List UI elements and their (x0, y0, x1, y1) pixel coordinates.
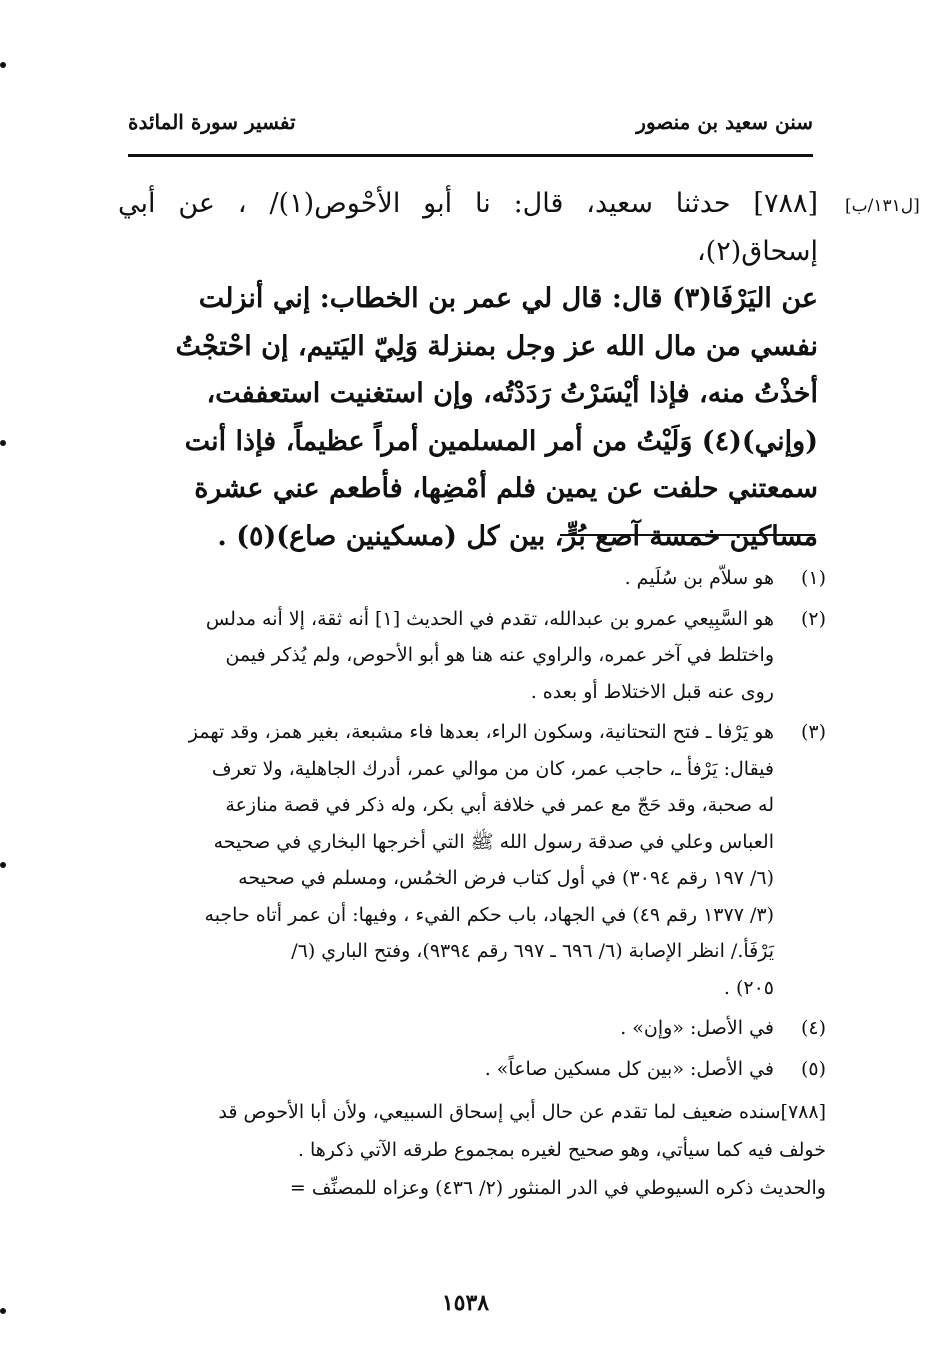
hadith-line: سمعتني حلفت عن يمين فلم أمْضِها، فأطعم عني عشرة (194, 473, 818, 504)
takhrij-note (126, 1093, 826, 1207)
footnote-5 (126, 1051, 826, 1088)
footnote-text (126, 1010, 774, 1047)
manuscript-folio-reference: [ل١٣١/ب] (845, 196, 920, 216)
scan-speck (0, 62, 6, 68)
footnote-line: في الأصل: «بين كل مسكين صاعاً» . (484, 1057, 774, 1080)
footnote-text (126, 560, 774, 597)
footnote-line: ٢٠٥) . (723, 976, 774, 999)
footnote-line: هو يَرْفا ـ فتح التحتانية، وسكون الراء، بعدها فاء مشبعة، بغير همز، وقد تهمز (188, 721, 774, 743)
footnote-line: (٦/ ١٩٧ رقم ٣٠٩٤) في أول كتاب فرض الخمُس، ومسلم في صحيحه (238, 867, 774, 889)
footnotes (126, 560, 826, 1207)
footnote-line: روى عنه قبل الاختلاط أو بعده . (530, 680, 774, 703)
footnote-1 (126, 560, 826, 597)
footnote-line: واختلط في آخر عمره، والراوي عنه هنا هو أبو الأحوص، ولم يُذكر فيمن (225, 644, 774, 666)
footnote-number: (٣) (800, 721, 826, 743)
footnote-3 (126, 714, 826, 1006)
footnote-2 (126, 601, 826, 711)
header-rule (128, 154, 813, 157)
footnote-line: العباس وعلي في صدقة رسول الله ﷺ التي أخرجها البخاري في صحيحه (213, 830, 774, 853)
footnote-text (126, 601, 774, 711)
takhrij-line: [٧٨٨]سنده ضعيف لما تقدم عن حال أبي إسحاق السبيعي، ولأن أبا الأحوص قد (218, 1101, 826, 1123)
footnote-text (126, 714, 774, 1006)
footnote-number: (١) (800, 567, 826, 589)
takhrij-line: خولف فيه كما سيأتي، وهو صحيح لغيره بمجموع طرقه الآتي ذكرها . (297, 1139, 826, 1161)
surah-title: تفسير سورة المائدة (128, 110, 296, 134)
footnote-line: يَرْفَأ./ انظر الإصابة (٦/ ٦٩٦ ـ ٦٩٧ رقم ٩٣٩٤)، وفتح الباري (٦/ (291, 940, 774, 962)
hadith-line: (وإني)(٤) وَلَيْتُ من أمر المسلمين أمراً عظيماً، فإذا أنت (184, 425, 818, 457)
hadith-line: مساكين خمسة آصع بُرٍّ، بين كل (مسكينين صاع)(٥) . (217, 520, 818, 552)
hadith-line: عن اليَرْفَا(٣) قال: قال لي عمر بن الخطاب: إني أنزلت (198, 283, 818, 314)
book-title: سنن سعيد بن منصور (636, 110, 813, 134)
scan-speck (0, 440, 6, 446)
hadith-line: [٧٨٨] حدثنا سعيد، قال: نا أبو الأحْوص(١)/ ، عن أبي إسحاق(٢)، (118, 188, 819, 267)
footnote-line: هو سلاّم بن سُلَيم . (624, 567, 774, 589)
hadith-line: نفسي من مال الله عز وجل بمنزلة وَلِيّ اليَتيم، إن احْتجْتُ (175, 330, 818, 362)
footnote-4 (126, 1010, 826, 1047)
page-number: ١٥٣٨ (441, 1290, 490, 1316)
hadith-text (118, 180, 818, 560)
footnote-line: فيقال: يَرْفأ ـ، حاجب عمر، كان من موالي عمر، أدرك الجاهلية، ولا تعرف (211, 757, 774, 780)
takhrij-line: والحديث ذكره السيوطي في الدر المنثور (٢/ ٤٣٦) وعزاه للمصنِّف = (289, 1177, 826, 1199)
scan-speck (0, 862, 6, 868)
footnote-line: هو السَّبِيعي عمرو بن عبدالله، تقدم في الحديث [١] أنه ثقة، إلا أنه مدلس (205, 607, 774, 630)
footnote-number: (٢) (800, 607, 826, 630)
hadith-line: أخذْتُ منه، فإذا أيْسَرْتُ رَدَدْتُه، وإن استغنيت استعففت، (206, 378, 818, 409)
footnote-number: (٥) (800, 1057, 826, 1080)
footnote-line: في الأصل: «وإن» . (620, 1017, 774, 1039)
running-header (128, 110, 813, 150)
footnote-line: (٣/ ١٣٧٧ رقم ٤٩) في الجهاد، باب حكم الفيء ، وفيها: أن عمر أتاه حاجبه (204, 903, 774, 926)
footnote-number: (٤) (800, 1017, 826, 1039)
footnote-line: له صحبة، وقد حَجّ مع عمر في خلافة أبي بكر، وله ذكر في قصة منازعة (225, 794, 774, 816)
footnote-separator (560, 534, 815, 536)
footnote-text (126, 1051, 774, 1088)
